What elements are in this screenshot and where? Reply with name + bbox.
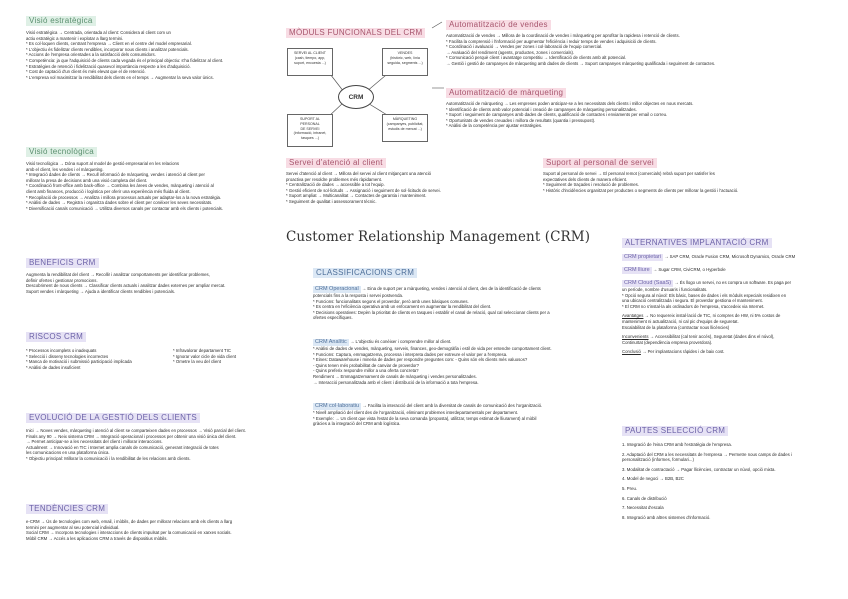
text-line: Rendiment → Emmagatzemament de canals de màrqueting i vendes personalitzades. — [313, 373, 477, 379]
crm-center-circle: CRM — [338, 85, 374, 109]
servei-atencio-body — [286, 171, 536, 205]
module-box-line: DE SERVEI — [300, 126, 320, 131]
text-line: * Suport ampliat → Multicanalitat → Contactes de garantia i manteniment. — [286, 193, 427, 199]
servei-atencio-heading: Servei d'atenció al client — [286, 158, 386, 168]
automatitzacio-vendes-body — [446, 33, 836, 67]
automatitzacio-vendes-section — [446, 14, 836, 67]
beneficis-heading: BENEFICIS CRM — [26, 258, 99, 268]
text-line: un període, nombre d'usuaris i funcionalitats. — [622, 287, 708, 292]
text-line: * Anàlisi de la competència per ajustar estratègies. — [446, 123, 543, 129]
pautes-section — [622, 420, 840, 520]
text-line: manteniment ni actualització, ni cal pic d'equips de seguretat. — [622, 318, 739, 324]
module-box-line: seguida, segments ...) — [387, 60, 423, 65]
crm-analitic-block — [313, 339, 611, 385]
text-line: * Facilita la comprensió i l'informació per augmentar l'eficiència i reduir temps de vendes i adquisició de clients. — [446, 38, 657, 44]
moduls-heading: MÒDULS FUNCIONALS DEL CRM — [286, 28, 425, 38]
alternatives-heading: ALTERNATIVES IMPLANTACIÓ CRM — [622, 238, 772, 248]
crm-cloud-text: → És llogo un servei, no es compra un software. Es paga per — [674, 280, 792, 285]
automatitzacio-marqueting-heading: Automatització de màrqueting — [446, 88, 566, 98]
visio-tecnologica-body — [26, 161, 274, 211]
crm-propietari-label: CRM propietari — [624, 254, 661, 260]
text-line: amb el client, les vendes i el màrqueting. — [26, 166, 104, 172]
text-line: * Objectiu principal: Millorar la comunicació i la rendibilitat de les relacions amb clients. — [26, 455, 191, 461]
text-line: Visió tecnològica → Dóna suport al model de gestió empresarial en les relacions — [26, 161, 180, 166]
text-line: * L'objectiu és fidelitzar clients rendibles, incorporar nous clients i analitzar potencials. — [26, 46, 189, 52]
text-line: * Exemple: → Un client que vista l'estat de la seva comanda (proposta), utilitzar, temps estimat de lliurament) al mòbil — [313, 415, 537, 421]
text-line: * Històric d'incidències organitzat per productes o segments de clients per millorar la gestió i l'actuació. — [543, 187, 739, 193]
text-line: * Funcions: funcionalitats segons el proveïdor, però amb unes bàsiques comunes. — [313, 298, 469, 304]
text-line: * Es centra en l'eficiència operativa amb un enfocament en augmentar la rendibilitat del client. — [313, 304, 492, 310]
text-line: Inici → Noves vendes, màrqueting i atenció al client se comparteixen dades en processos → Visió parcial del client. — [26, 428, 246, 433]
module-box-vendes — [382, 48, 428, 76]
text-line: Suport al personal de servei → El personal remot (comercials) rebrà suport per satisfer les — [543, 171, 715, 176]
text-line: * Funcions: Captura, emmagatzema, processa i interpreta dades per extreure el valor per a l'empresa. — [313, 351, 508, 357]
text-line — [313, 403, 611, 410]
crm-colaboratiu-label: CRM col·laboratiu — [315, 403, 360, 410]
text-line: * Anàlisi de dades de vendes, màrqueting, serveis, finances, geo-demogràfia i estil de vida per entendre comportament client. — [313, 345, 552, 351]
beneficis-body — [26, 272, 281, 294]
module-box-title: MÀRQUETING — [392, 117, 418, 121]
list-item: * Anàlisi de dades insuficient — [26, 364, 81, 370]
text-line: * Nivell ampliació del client des de l'organització, eliminant problemes interdepartamentals per departament. — [313, 410, 519, 416]
beneficis-section — [26, 252, 281, 294]
text-line — [622, 267, 840, 274]
text-line: termini per augmentar al seu potencial individual. — [26, 524, 120, 530]
crm-colaboratiu-line: → Facilita la interacció del client amb la diversitat de canals de comunicació des l'organització. — [362, 403, 543, 409]
text-line: * El CRM no s'instal·la als ordinadors de l'empresa, s'accedeix via Internet. — [622, 303, 765, 309]
text-line: * Diversificació canals comunicació → Utilitza diversos canals per contactar amb els clients i potencials. — [26, 205, 224, 211]
crm-lliure-label: CRM lliure — [624, 267, 650, 273]
module-box-line: (cash, tiempo, app, — [294, 55, 326, 60]
module-box-title: SERVEI AL CLIENT — [294, 51, 326, 55]
text-line: ofertes específiques. — [313, 315, 353, 321]
suport-personal-section — [543, 152, 838, 193]
text-line: expectatives dels clients de manera eficient. — [543, 176, 628, 182]
list-item: personalització (informes, formulari...) — [622, 457, 694, 463]
text-line: * Recopilació de processos → Analitza i millora processos actuals per adaptar-los a la nova estratègia. — [26, 194, 222, 200]
list-item: 4. Model de negoci → B2B, B2C — [622, 476, 684, 482]
text-line: * Suport i seguiment de campanyes amb dades de clients, qualificació de contactes i enviaments per email o correu. — [446, 112, 668, 118]
text-line: * Decisions operatives: Depèn la prioritat de clients en tasques i establir el canal de relació, qual cal seleccionar clients per a — [313, 309, 550, 315]
crm-colaboratiu-block — [313, 403, 611, 427]
text-line: Visió estratègica → Centrada, orientada al client: Considera al client com un — [26, 30, 171, 35]
text-line: actiu estratègic a mantenir i explotar a llarg termini. — [26, 35, 124, 41]
list-item: 3. Modalitat de contractació → Pagar llicències, contractar un núvol, opció mixta. — [622, 466, 776, 472]
text-line: * Es col·loquen clients, centrant l'empresa → Client en el centre del model empresarial. — [26, 41, 192, 47]
text-line: → Interacció personalitzada amb el client i distribució de la informació a tota l'empresa. — [313, 379, 479, 385]
text-line: potencials fins a la resposta i servei postvenda. — [313, 293, 404, 298]
conclusio-text: → Per implantacions ràpides i de baix cost. — [642, 349, 725, 355]
crm-cloud-label: CRM Cloud (SaaS) — [624, 280, 672, 286]
crm-propietari-text: → SAP CRM, Oracle Fusion CRM, Microsoft Dynamics, Oracle CRM — [664, 254, 796, 259]
list-item: * Manca de motivació i submissió participació implicada — [26, 359, 132, 365]
text-line: - Quins preferix respondre millor a una oferta concreta? — [313, 368, 419, 374]
text-line — [622, 349, 840, 355]
module-box-line: tasques ...) — [301, 136, 319, 141]
module-box-line: (campanyes, publicitat, — [386, 121, 424, 126]
page-title: Customer Relationship Management (CRM) — [286, 229, 591, 245]
evolucio-body — [26, 428, 281, 462]
visio-tecnologica-heading: Visió tecnològica — [26, 147, 97, 157]
evolucio-section — [26, 407, 281, 462]
text-line — [313, 286, 611, 293]
list-item: 5. Preu. — [622, 485, 638, 491]
list-item: * Processos incomplets o inadequats — [26, 348, 97, 353]
servei-atencio-section — [286, 152, 536, 205]
text-line: les comunicacions en una plataforma única. — [26, 450, 110, 456]
text-line: * Identificació de clients amb valor potencial i creació de campanyes de màrqueting personalitzades. — [446, 106, 637, 112]
text-line: * Integració dades de clients → Recull informació de màrqueting, vendes i atenció al client per — [26, 172, 205, 178]
conclusio-label: Conclusió — [622, 349, 641, 355]
crm-analitic-label: CRM Analític — [315, 338, 347, 345]
classificacions-section — [313, 262, 611, 427]
suport-personal-body — [543, 171, 838, 193]
text-line: Automatització de vendes → Millora de la coordinació de vendes i màrqueting per aprofitar la rapidesa i retenció de clients. — [446, 33, 680, 38]
text-line: Finals any 90 → Neix sistema CRM → Integració operacional i processos per obtenir una visió única del client. — [26, 433, 237, 439]
module-box-servei-client — [287, 48, 333, 76]
list-item: 7. Necessitat d'escala — [622, 505, 664, 511]
text-line: e-CRM → Ús de tecnologies com web, email, i mòbils, de dades per millorar relacions amb els clients a llarg — [26, 519, 233, 524]
text-line: - Quins tenen més probabilitat de canviar de proveïdor? — [313, 362, 420, 368]
list-item: * Ometre la veu del client — [173, 359, 222, 365]
text-line: definir ofertes i gestionar promocions. — [26, 277, 98, 283]
inconvenients-label: Inconvenients — [622, 334, 649, 340]
crm-analitic-line: → L'objectiu és conèixer i comprendre millor al client. — [350, 338, 452, 344]
text-line: * Oportunitats de vendes creuades i millora de resultats (quantia i pressupost). — [446, 117, 596, 123]
vision-estrategica-section — [26, 10, 274, 80]
text-line: * Estratègies de retenció i fidelització quasevol importància respecte a les d'adquisició. — [26, 63, 191, 69]
text-line: * Coordinació i avaluació → Vendes per zones i col·laboració de l'equip comercial. — [446, 44, 603, 50]
text-line: * Cost de captació d'un client és més elevat que el de retenció. — [26, 69, 146, 75]
module-box-line: estudis de mercat ...) — [388, 126, 422, 131]
text-line: * Seguiment de traçades i resolució de problemes. — [543, 182, 640, 188]
text-line: Social CRM → Incorpora tecnologies i interaccions de clients impulsat per la comunicació en xarxes socials. — [26, 530, 232, 536]
text-line: gràcies a la integració del CRM amb logística. — [313, 421, 401, 427]
module-box-line: (informació, intranet, — [293, 131, 327, 136]
text-line: Descobriment de nous clients → Classificar clients actuals i analitzar dades externes per ampliar mercat. — [26, 283, 226, 289]
module-box-line: (històric, web, línia — [390, 55, 420, 60]
crm-operacional-block — [313, 286, 611, 321]
text-line: Suport vendes i màrqueting → Ajuda a identificar clients rendibles i potencials. — [26, 288, 176, 294]
text-line: * Gestió eficient de sol·licituds → Assignació i seguiment de sol·licituds de servei. — [286, 187, 441, 193]
text-line: → Avaluació del rendiment (agents, productes, zones i comercials). — [446, 49, 575, 55]
vision-estrategica-body — [26, 30, 274, 80]
avantatges-label: Avantatges — [622, 313, 644, 319]
crm-lliure-text: → Sugar CRM, CiviCRM, o Hyperbole — [652, 267, 726, 272]
pautes-heading: PAUTES SELECCIÓ CRM — [622, 426, 728, 436]
riscos-left-list — [26, 348, 161, 370]
text-line: * Coordinació front-office amb back-office → Combina les àrees de vendes, màrqueting i atenció al — [26, 183, 214, 189]
module-box-title: SUPORT AL PERSONAL — [299, 117, 321, 126]
list-item: 1. Integració de l'eina CRM amb l'estratègia de l'empresa. — [622, 442, 732, 447]
avantatges-text: → No requereix instal·lació de TIC, ni compres de HW, ni 5% costos de — [644, 313, 781, 319]
visio-tecnologica-section — [26, 141, 274, 211]
list-item: 2. Adaptació del CRM a les necessitats de l'empresa → Permetre nous camps de dades i — [622, 451, 792, 457]
text-line: millorar la presa de decisions amb una visió completa del client. — [26, 177, 148, 183]
alternatives-section — [622, 232, 840, 355]
text-line: una ubicació centralitzada i segura. El proveïdor gestiona el manteniment. — [622, 298, 763, 304]
text-line: → Permet anticipar-se a les necessitats del client i millorar interaccions. — [26, 439, 163, 445]
crm-operacional-label: CRM Operacional — [315, 286, 359, 292]
text-line: Escalabilitat de la plataforma (contractar nous llicències) — [622, 324, 730, 330]
evolucio-heading: EVOLUCIÓ DE LA GESTIÓ DELS CLIENTS — [26, 413, 200, 423]
list-item: * Infravalorar departament TIC — [173, 348, 231, 353]
text-line: Servei d'atenció al client → Millora del servei al client mitjançant una atenció — [286, 171, 432, 176]
vision-estrategica-heading: Visió estratègica — [26, 16, 96, 26]
suport-personal-heading: Suport al personal de servei — [543, 158, 657, 168]
module-box-suport-personal — [287, 114, 333, 147]
classificacions-heading: CLASSIFICACIONS CRM — [313, 268, 417, 278]
riscos-body — [26, 348, 281, 370]
automatitzacio-vendes-heading: Automatització de vendes — [446, 20, 551, 30]
riscos-right-list — [173, 348, 273, 370]
text-line: * Eines: Datawarehouse i mineria de dades per respondre preguntes com: - Quins són els clients més valuosos? — [313, 357, 528, 363]
tendencies-section — [26, 498, 281, 541]
text-line: Continuïtat (dependència empresa proveïdora). — [622, 339, 713, 345]
module-box-line: suport, encuesta ...) — [294, 60, 326, 65]
text-line — [622, 254, 840, 261]
text-line: client amb finances, producció i logística per oferir una experiència més fluida al client. — [26, 188, 191, 194]
text-line: Augmenta la rendibilitat del client → Recollir i analitzar comportaments per identificar problemes, — [26, 272, 210, 277]
crm-operacional-line: → Eina de suport per a màrqueting, vendes i atenció al client, des de la identificació de clients — [361, 286, 541, 291]
list-item: 6. Canals de distribució — [622, 495, 667, 501]
text-line: * Accions de l'empresa orientades a la satisfacció dels consumidors. — [26, 52, 156, 58]
tendencies-body — [26, 519, 281, 541]
text-line: * Comunicació perquè client i avantatge competitiu → Identificació de clients amb alt potencial. — [446, 55, 627, 61]
automatitzacio-marqueting-body — [446, 101, 836, 129]
text-line — [622, 280, 840, 287]
text-line: proactiva per resoldre problemes més ràpidament. — [286, 176, 383, 182]
text-line — [313, 339, 611, 346]
text-line: * Anàlisi de dades → Registra i organitza dades sobre el client per conèixer les seves necessitats. — [26, 200, 213, 206]
list-item: * Selecció i disseny tecnologies incorrectes — [26, 353, 109, 359]
text-line: → Gestió i gestió de campanyes de màrqueting amb dades de clients → Suport campanyes màrqueting qualificada i seguiment de contactes. — [446, 60, 716, 66]
list-item: 8. Integració amb altres sistemes d'informació. — [622, 514, 711, 520]
module-box-marqueting — [382, 114, 428, 142]
pautes-body — [622, 442, 840, 520]
inconvenients-text: → Accessibilitat (cal tenir accés), Seguretat (dades dins el núvol), — [649, 334, 775, 340]
alternatives-body — [622, 254, 840, 355]
text-line: Mòbil CRM → Accés a les aplicacions CRM a través de dispositius mòbils. — [26, 535, 168, 541]
text-line: Automatització de màrqueting → Les empreses poden anticipar-se a les necessitats dels clients i millor objectes en nous mercats. — [446, 101, 694, 106]
text-line: * Opció segura al núvol: Els bàsic, bases de dades i els mòduls especials residixen en — [622, 292, 787, 298]
tendencies-heading: TENDÈNCIES CRM — [26, 504, 108, 514]
riscos-section — [26, 326, 281, 370]
text-line: * Seguiment de qualitat i assessorament tècnic. — [286, 198, 377, 204]
text-line: * Centralització de dades → accessible a tot l'equip. — [286, 182, 385, 188]
module-box-title: VENDES — [397, 51, 413, 55]
list-item: * Ignorar valor cicle de vida client — [173, 353, 237, 359]
riscos-heading: RISCOS CRM — [26, 332, 86, 342]
text-line: * L'empresa vol maximitzar la rendibilitat dels clients en el temps → Augmentar la seva valor únics. — [26, 74, 214, 80]
text-line: Actualment → Innovació en TIC i Internet amplia canals de comunicació, generant integració de totes — [26, 444, 219, 450]
text-line: * Competència: ja que l'adquisició de clients cada vegada és el principal objectiu: s'ha fidelitzar al client. — [26, 57, 224, 63]
automatitzacio-marqueting-section — [446, 82, 836, 129]
